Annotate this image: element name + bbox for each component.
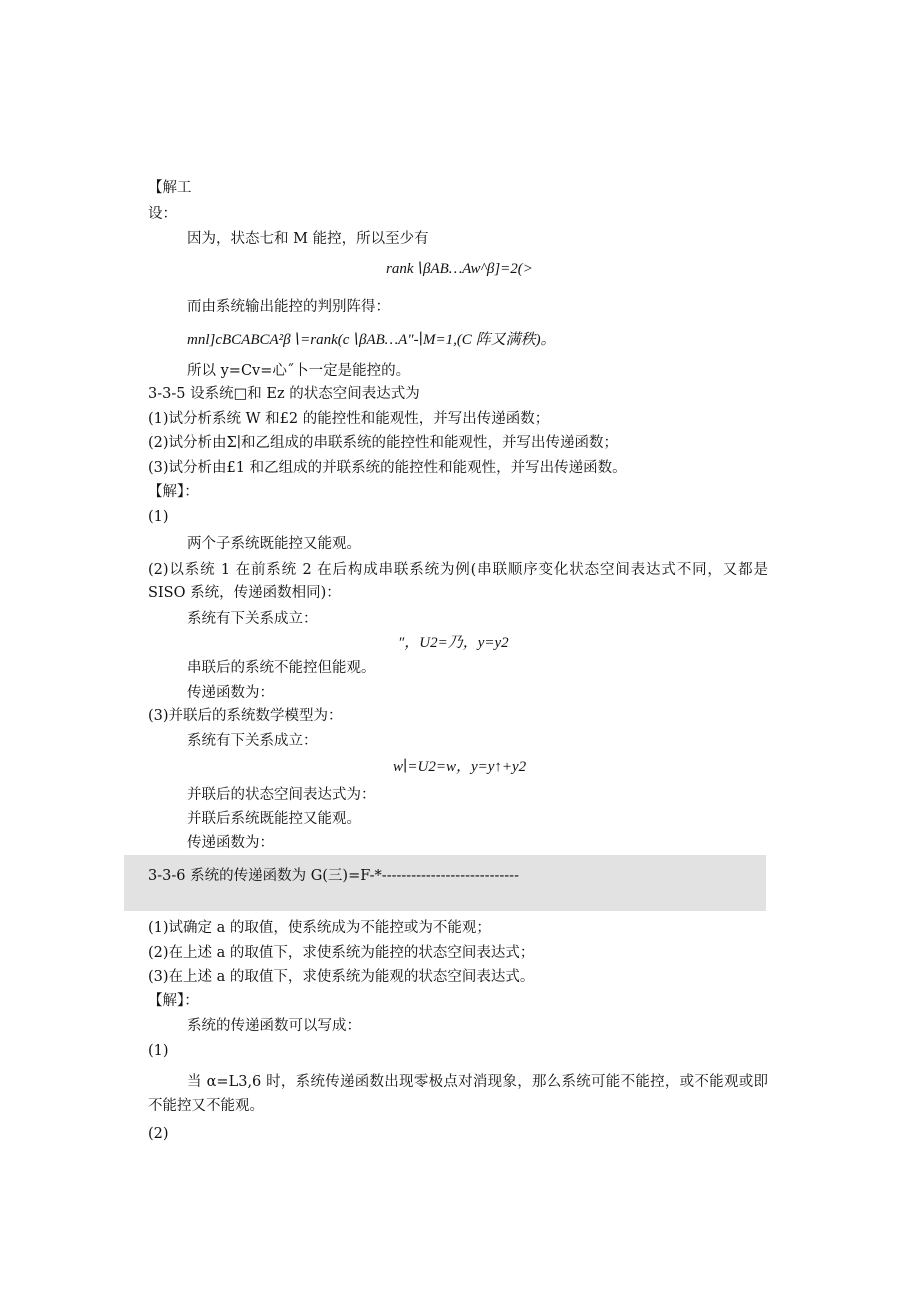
formula-rank: rank∖βAB…Aw^β]=2(> xyxy=(386,261,533,277)
text-line: 而由系统输出能控的判别阵得： xyxy=(187,299,390,315)
text-line: (1) xyxy=(148,509,169,525)
formula-series: ″，U2=乃，y=y2 xyxy=(398,635,509,651)
text-paragraph: 当 α=L3,6 时，系统传递函数出现零极点对消现象，那么系统可能不能控，或不能观或即不能控又不能观。 xyxy=(148,1074,768,1114)
text-line: 系统有下关系成立： xyxy=(187,733,318,749)
text-line: 系统有下关系成立： xyxy=(187,611,318,627)
text-line: 所以 y=Cv=心˝卜一定是能控的。 xyxy=(187,363,411,379)
problem-item: (2)在上述 a 的取值下，求使系统为能控的状态空间表达式； xyxy=(148,945,535,961)
solution-heading: 【解工 xyxy=(148,180,192,196)
solution-heading: 【解】： xyxy=(148,484,199,500)
text-line: 系统的传递函数可以写成： xyxy=(187,1018,361,1034)
problem-item: (2)试分析由Σ∣和乙组成的串联系统的能控性和能观性，并写出传递函数； xyxy=(148,435,619,451)
formula-output-rank: mnl]cBCABCA²β∖=rank(c∖βAB…A"-∣M=1,(C 阵又满秩)。 xyxy=(187,332,556,348)
formula-parallel: w∣=U2=w，y=y↑+y2 xyxy=(393,759,527,775)
text-line: 两个子系统既能控又能观。 xyxy=(187,536,361,552)
problem-item: (1)试确定 a 的取值，使系统成为不能控或为不能观； xyxy=(148,920,491,936)
problem-item: (3)试分析由£1 和乙组成的并联系统的能控性和能观性，并写出传递函数。 xyxy=(148,460,627,476)
text-paragraph: (2)以系统 1 在前系统 2 在后构成串联系统为例(串联顺序变化状态空间表达式不同，又都是 SISO 系统，传递函数相同)： xyxy=(148,562,768,601)
text-line: 因为，状态七和 M 能控，所以至少有 xyxy=(187,231,429,247)
text-line: (3)并联后的系统数学模型为： xyxy=(148,708,343,724)
problem-title-3-3-6: 3-3-6 系统的传递函数为 G(三)=F-*---------------------------- xyxy=(148,868,519,884)
text-line: (2) xyxy=(148,1126,169,1142)
problem-item: (1)试分析系统 W 和£2 的能控性和能观性，并写出传递函数； xyxy=(148,411,550,427)
text-line: 设： xyxy=(148,206,177,222)
text-line: 并联后系统既能控又能观。 xyxy=(187,811,361,827)
solution-heading: 【解】： xyxy=(148,993,199,1009)
problem-title-3-3-5: 3-3-5 设系统□和 Ez 的状态空间表达式为 xyxy=(148,386,420,402)
problem-item: (3)在上述 a 的取值下，求使系统为能观的状态空间表达式。 xyxy=(148,969,535,985)
text-line: 传递函数为： xyxy=(187,835,274,851)
text-line: 传递函数为： xyxy=(187,685,274,701)
text-line: 串联后的系统不能控但能观。 xyxy=(187,660,376,676)
text-line: (1) xyxy=(148,1043,169,1059)
text-line: 并联后的状态空间表达式为： xyxy=(187,787,376,803)
